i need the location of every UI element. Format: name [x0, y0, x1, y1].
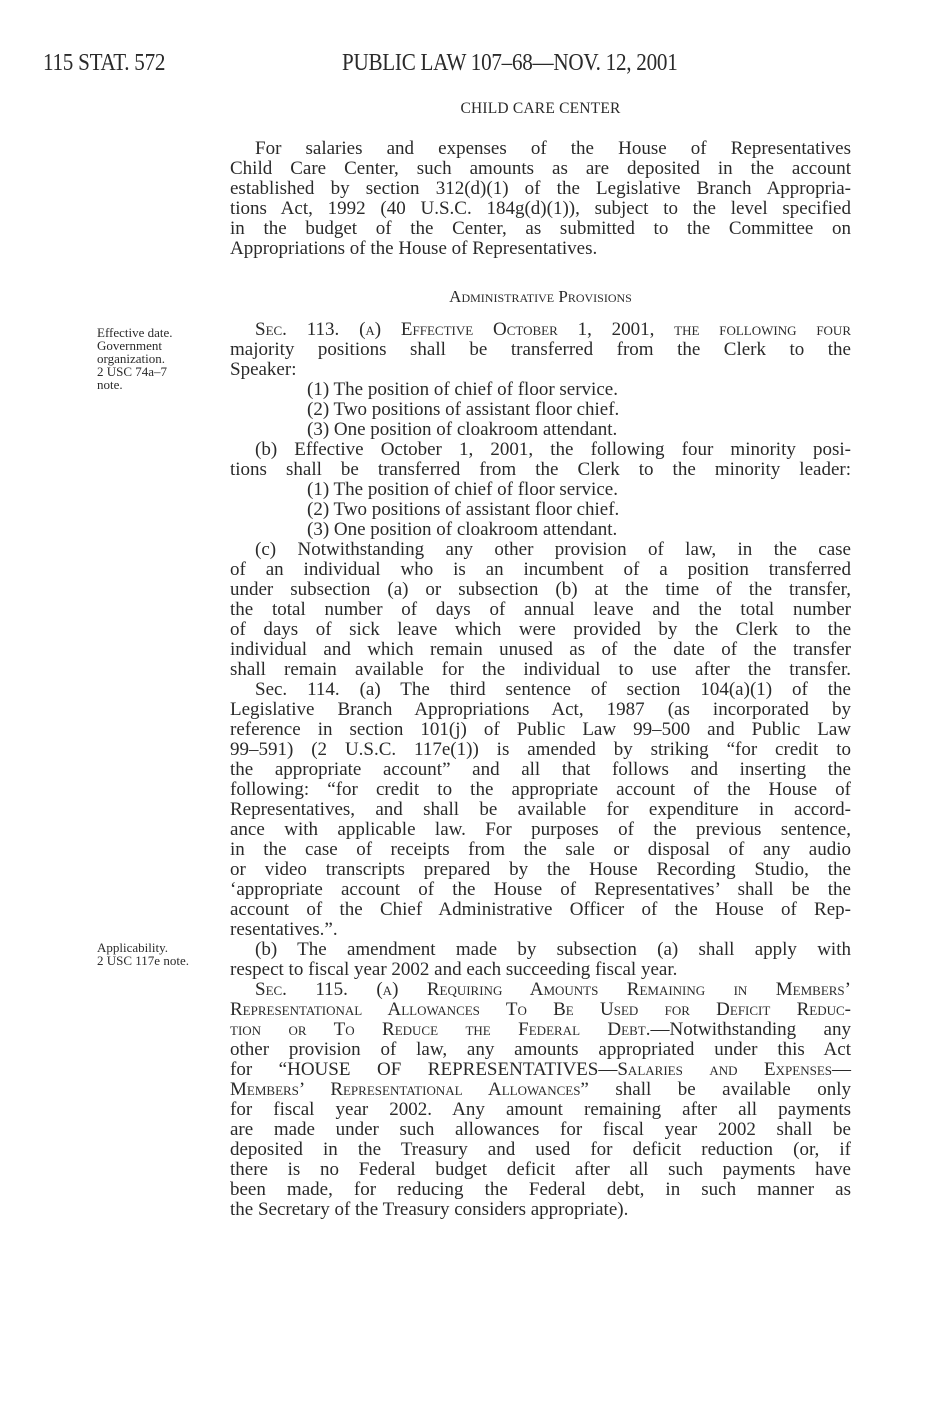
text-line: tion or To Reduce the Federal Debt.—Notwithstanding any	[230, 1019, 851, 1040]
text-line: shall remain available for the individual to use after the transfer.	[230, 659, 851, 680]
text-line: of an individual who is an incumbent of a position transferred	[230, 559, 851, 580]
margin-note-line: 2 USC 74a–7	[97, 364, 168, 379]
text-line: Members’ Representational Allowances” shall be available only	[230, 1079, 851, 1100]
text-line: tions shall be transferred from the Clerk to the minority leader:	[230, 459, 851, 480]
margin-note-sec113	[97, 326, 173, 391]
text-line: of days of sick leave which were provided by the Clerk to the	[230, 619, 851, 640]
text-line: established by section 312(d)(1) of the Legislative Branch Appropria-	[230, 178, 851, 199]
text-line: For salaries and expenses of the House of Representatives	[255, 138, 851, 159]
text-line: (2) Two positions of assistant floor chief.	[307, 399, 620, 420]
text-line: following: “for credit to the appropriate account of the House of	[230, 779, 851, 800]
text-line: (2) Two positions of assistant floor chief.	[307, 499, 620, 520]
margin-note-line: 2 USC 117e note.	[97, 953, 189, 968]
text-line: the total number of days of annual leave and the total number	[230, 599, 851, 620]
text-line: Sec. 115. (a) Requiring Amounts Remaining in Members’	[255, 979, 851, 1000]
text-line: there is no Federal budget deficit after all such payments have	[230, 1159, 851, 1180]
text-line: (1) The position of chief of floor service.	[307, 379, 618, 400]
text-line: the appropriate account” and all that follows and inserting the	[230, 759, 851, 780]
text-line: (b) Effective October 1, 2001, the following four minority posi-	[255, 439, 851, 460]
text-line: other provision of law, any amounts appropriated under this Act	[230, 1039, 851, 1060]
margin-note-line: organization.	[97, 351, 165, 366]
text-line: tions Act, 1992 (40 U.S.C. 184g(d)(1)), subject to the level specified	[230, 198, 851, 219]
section-heading-child-care: CHILD CARE CENTER	[460, 100, 621, 117]
text-line: in the budget of the Center, as submitted to the Committee on	[230, 218, 851, 239]
text-line: reference in section 101(j) of Public Law 99–500 and Public Law	[230, 719, 851, 740]
text-line: Legislative Branch Appropriations Act, 1987 (as incorporated by	[230, 699, 851, 720]
text-line: (1) The position of chief of floor service.	[307, 479, 618, 500]
heading-inline: Members’ Representational Allowances”	[230, 1079, 589, 1100]
text-line: Speaker:	[230, 359, 297, 380]
running-title: PUBLIC LAW 107–68—NOV. 12, 2001	[342, 50, 678, 76]
text-line: ‘appropriate account of the House of Representatives’ shall be the	[230, 879, 851, 900]
text-line: Sec. 114. (a) The third sentence of section 104(a)(1) of the	[255, 679, 851, 700]
text-line: respect to fiscal year 2002 and each succeeding fiscal year.	[230, 959, 678, 980]
section-heading-administrative-provisions: Administrative Provisions	[449, 287, 632, 306]
text-line: or video transcripts prepared by the House Recording Studio, the	[230, 859, 851, 880]
text-line: majority positions shall be transferred from the Clerk to the	[230, 339, 851, 360]
page-reference: 115 STAT. 572	[43, 50, 166, 76]
text-line: for “HOUSE OF REPRESENTATIVES—Salaries and Expenses—	[230, 1059, 851, 1080]
text-line: individual and which remain unused as of the date of the transfer	[230, 639, 851, 660]
sec115-caption-end: tion or To Reduce the Federal Debt.	[230, 1019, 651, 1040]
text-line: are made under such allowances for fiscal year 2002 shall be	[230, 1119, 851, 1140]
text-line: Representational Allowances To Be Used for Deficit Reduc-	[230, 999, 851, 1020]
text-line: (3) One position of cloakroom attendant.	[307, 519, 618, 540]
text-line: the Secretary of the Treasury considers appropriate).	[230, 1199, 629, 1220]
text-line: 99–591) (2 U.S.C. 117e(1)) is amended by striking “for credit to	[230, 739, 851, 760]
text-line: Sec. 113. (a) Effective October 1, 2001, the following four	[255, 319, 851, 340]
margin-note-line: Applicability.	[97, 940, 169, 955]
text-line: ance with applicable law. For purposes of the previous sentence,	[230, 819, 851, 840]
text-line: resentatives.”.	[230, 919, 338, 940]
text-line: for fiscal year 2002. Any amount remaining after all payments	[230, 1099, 851, 1120]
margin-note-line: Government	[97, 338, 162, 353]
text-line: (3) One position of cloakroom attendant.	[307, 419, 618, 440]
text-line: in the case of receipts from the sale or disposal of any audio	[230, 839, 851, 860]
heading-inline: Salaries and Expenses—	[617, 1059, 851, 1080]
text-line: deposited in the Treasury and used for deficit reduction (or, if	[230, 1139, 851, 1160]
text-line: Appropriations of the House of Representatives.	[230, 238, 598, 259]
margin-note-line: note.	[97, 377, 123, 392]
text-line: (c) Notwithstanding any other provision of law, in the case	[255, 539, 851, 560]
text-line: account of the Chief Administrative Officer of the House of Rep-	[230, 899, 851, 920]
text-line: Representatives, and shall be available for expenditure in accord-	[230, 799, 851, 820]
text-line: been made, for reducing the Federal debt, in such manner as	[230, 1179, 851, 1200]
text-line: (b) The amendment made by subsection (a) shall apply with	[255, 939, 851, 960]
text-line: under subsection (a) or subsection (b) at the time of the transfer,	[230, 579, 851, 600]
margin-note-line: Effective date.	[97, 325, 173, 340]
text-line: Child Care Center, such amounts as are deposited in the account	[230, 158, 851, 179]
margin-note-sec114b	[97, 941, 189, 967]
